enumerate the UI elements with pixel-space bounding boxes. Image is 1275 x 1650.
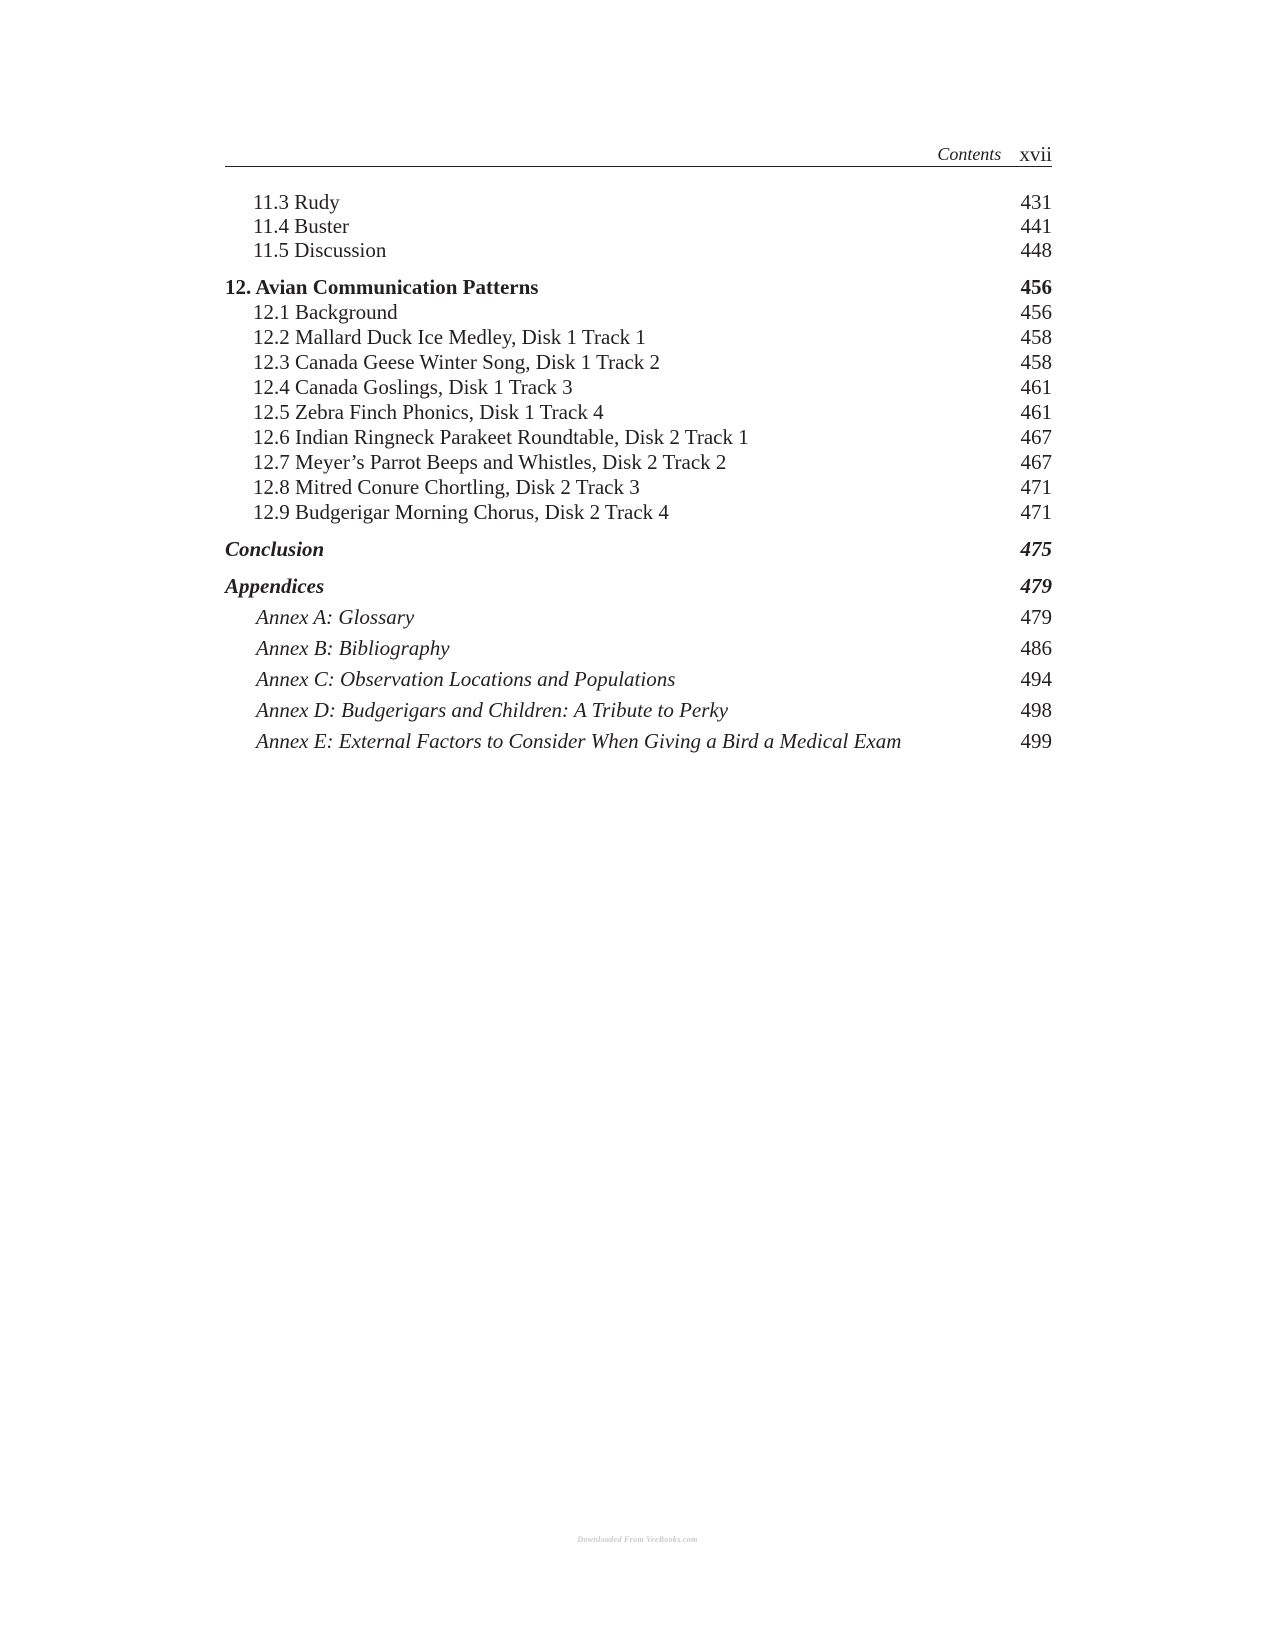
toc-entry-12-5[interactable] xyxy=(225,400,1052,425)
toc-entry-page: 461 xyxy=(1020,400,1052,424)
toc-entry-label: 11.4 Buster xyxy=(253,214,350,238)
toc-chapter-page: 456 xyxy=(1020,275,1052,299)
toc-annex-e[interactable] xyxy=(225,729,1052,754)
toc-entry-label: 12.3 Canada Geese Winter Song, Disk 1 Track 2 xyxy=(253,350,661,374)
toc-entry-label: 12.7 Meyer’s Parrot Beeps and Whistles, Disk 2 Track 2 xyxy=(253,450,727,474)
toc-annex-page: 479 xyxy=(1020,605,1052,629)
toc-appendices-page: 479 xyxy=(1020,574,1052,598)
toc-entry-12-2[interactable] xyxy=(225,325,1052,350)
toc-annex-page: 499 xyxy=(1020,729,1052,753)
toc-entry-page: 471 xyxy=(1020,475,1052,499)
toc-entry-12-8[interactable] xyxy=(225,475,1052,500)
toc-entry-11-4[interactable] xyxy=(225,214,1052,239)
toc-annex-a[interactable] xyxy=(225,605,1052,630)
toc-chapter-label: 12. Avian Communication Patterns xyxy=(225,275,539,299)
toc-annex-label: Annex A: Glossary xyxy=(256,605,415,629)
toc-annex-c[interactable] xyxy=(225,667,1052,692)
toc-annex-d[interactable] xyxy=(225,698,1052,723)
toc-entry-page: 458 xyxy=(1020,325,1052,349)
download-watermark: Downloaded From VeeBooks.com xyxy=(577,1535,698,1544)
running-header-page-number: xvii xyxy=(1019,142,1052,166)
running-header-title: Contents xyxy=(937,144,1002,164)
toc-annex-page: 498 xyxy=(1020,698,1052,722)
toc-entry-12-6[interactable] xyxy=(225,425,1052,450)
toc-entry-11-5[interactable] xyxy=(225,238,1052,263)
toc-entry-12-3[interactable] xyxy=(225,350,1052,375)
toc-entry-page: 458 xyxy=(1020,350,1052,374)
toc-annex-label: Annex D: Budgerigars and Children: A Tribute to Perky xyxy=(256,698,729,722)
toc-entry-label: 11.5 Discussion xyxy=(253,238,387,262)
toc-entry-12-9[interactable] xyxy=(225,500,1052,525)
toc-annex-page: 494 xyxy=(1020,667,1052,691)
toc-chapter-12[interactable] xyxy=(225,275,1052,300)
toc-entry-page: 431 xyxy=(1020,190,1052,214)
toc-entry-page: 448 xyxy=(1020,238,1052,262)
toc-entry-label: 12.4 Canada Goslings, Disk 1 Track 3 xyxy=(253,375,573,399)
toc-appendices-label: Appendices xyxy=(225,574,325,598)
toc-entry-label: 12.5 Zebra Finch Phonics, Disk 1 Track 4 xyxy=(253,400,604,424)
toc-entry-12-4[interactable] xyxy=(225,375,1052,400)
toc-entry-page: 456 xyxy=(1020,300,1052,324)
running-header xyxy=(225,138,1052,167)
toc-annex-label: Annex B: Bibliography xyxy=(256,636,450,660)
toc-entry-page: 461 xyxy=(1020,375,1052,399)
toc-annex-page: 486 xyxy=(1020,636,1052,660)
toc-entry-label: 12.2 Mallard Duck Ice Medley, Disk 1 Track 1 xyxy=(253,325,646,349)
toc-annex-b[interactable] xyxy=(225,636,1052,661)
toc-entry-label: 12.8 Mitred Conure Chortling, Disk 2 Track 3 xyxy=(253,475,640,499)
toc-entry-label: 11.3 Rudy xyxy=(253,190,340,214)
toc-annex-label: Annex C: Observation Locations and Populations xyxy=(256,667,676,691)
toc-entry-12-7[interactable] xyxy=(225,450,1052,475)
toc-entry-11-3[interactable] xyxy=(225,190,1052,215)
toc-entry-label: 12.1 Background xyxy=(253,300,398,324)
toc-conclusion-label: Conclusion xyxy=(225,537,325,561)
toc-appendices[interactable] xyxy=(225,574,1052,599)
toc-annex-label: Annex E: External Factors to Consider When Giving a Bird a Medical Exam xyxy=(256,729,902,753)
toc-entry-page: 441 xyxy=(1020,214,1052,238)
toc-entry-label: 12.9 Budgerigar Morning Chorus, Disk 2 Track 4 xyxy=(253,500,669,524)
toc-entry-label: 12.6 Indian Ringneck Parakeet Roundtable, Disk 2 Track 1 xyxy=(253,425,749,449)
toc-entry-page: 471 xyxy=(1020,500,1052,524)
toc-entry-12-1[interactable] xyxy=(225,300,1052,325)
toc-entry-page: 467 xyxy=(1020,425,1052,449)
toc-entry-page: 467 xyxy=(1020,450,1052,474)
toc-conclusion[interactable] xyxy=(225,537,1052,562)
toc-conclusion-page: 475 xyxy=(1020,537,1052,561)
